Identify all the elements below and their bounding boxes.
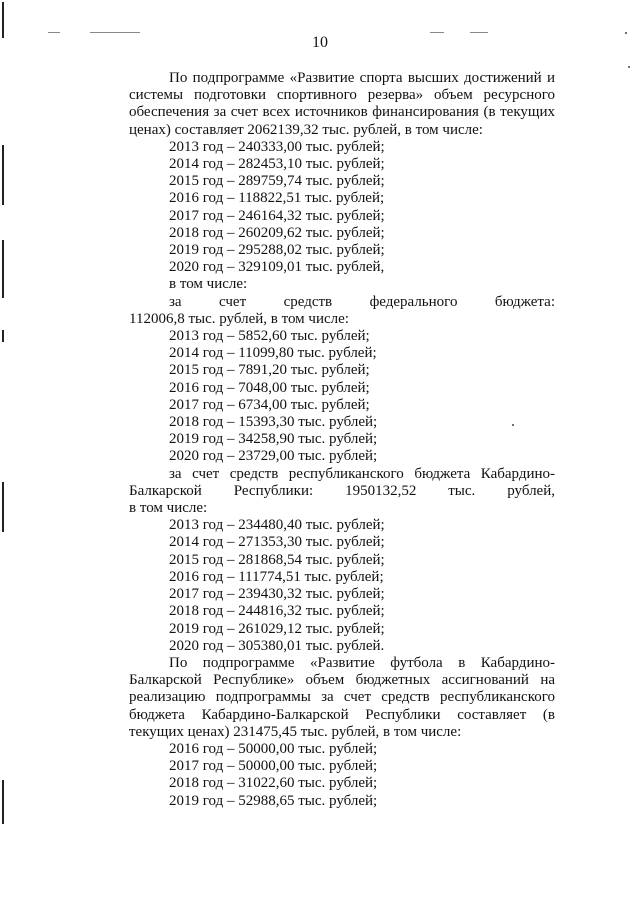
republic-budget-paragraph: за счет средств республиканского бюджета Кабардино-Балкарской Республики: 1950132,52 тыс. рублей,	[129, 465, 555, 499]
year-line: 2017 год – 246164,32 тыс. рублей;	[169, 207, 385, 224]
year-line: 2020 год – 23729,00 тыс. рублей;	[169, 448, 378, 465]
year-list-republic	[129, 517, 555, 655]
federal-budget-line: за счет средств федерального бюджета:	[169, 293, 555, 310]
year-line: 2017 год – 239430,32 тыс. рублей;	[169, 586, 385, 603]
year-list-federal	[129, 328, 555, 466]
year-list-total	[129, 139, 555, 277]
scan-edge-mark	[2, 780, 4, 824]
year-line: 2018 год – 15393,30 тыс. рублей;	[169, 414, 378, 431]
document-body	[129, 70, 555, 810]
year-line: 2014 год – 11099,80 тыс. рублей;	[169, 345, 377, 362]
year-line: 2019 год – 295288,02 тыс. рублей;	[169, 242, 385, 259]
scan-edge-mark	[2, 330, 4, 342]
republic-in-that-number: в том числе:	[129, 500, 208, 517]
year-line: 2020 год – 305380,01 тыс. рублей.	[169, 637, 385, 654]
year-line: 2013 год – 240333,00 тыс. рублей;	[169, 138, 385, 155]
year-line: 2015 год – 281868,54 тыс. рублей;	[169, 551, 385, 568]
year-line: 2020 год – 329109,01 тыс. рублей,	[169, 259, 385, 276]
scan-edge-mark	[2, 240, 4, 298]
in-that-number-label: в том числе:	[169, 276, 248, 293]
scan-dash	[90, 32, 140, 33]
year-line: 2013 год – 5852,60 тыс. рублей;	[169, 328, 370, 345]
year-line: 2018 год – 31022,60 тыс. рублей;	[169, 775, 378, 792]
year-line: 2014 год – 282453,10 тыс. рублей;	[169, 156, 385, 173]
scan-dash	[48, 32, 60, 33]
year-line: 2014 год – 271353,30 тыс. рублей;	[169, 534, 385, 551]
scan-edge-mark	[2, 482, 4, 532]
year-line: 2016 год – 118822,51 тыс. рублей;	[169, 190, 385, 207]
year-line: 2015 год – 289759,74 тыс. рублей;	[169, 173, 385, 190]
paragraph-football-subprogram: По подпрограмме «Развитие футбола в Кабардино-Балкарской Республике» объем бюджетных ассигнований на реализацию подпрограммы за счет средств республиканского бюджета Кабардино-Балкарской Республики составляет (в текущих ценах) 231475,45 тыс. рублей, в том числе:	[129, 654, 555, 740]
year-line: 2018 год – 244816,32 тыс. рублей;	[169, 603, 385, 620]
year-line: 2019 год – 261029,12 тыс. рублей;	[169, 620, 385, 637]
scan-edge-mark	[2, 145, 4, 205]
year-line: 2017 год – 50000,00 тыс. рублей;	[169, 758, 378, 775]
year-list-football	[129, 741, 555, 810]
year-line: 2018 год – 260209,62 тыс. рублей;	[169, 224, 385, 241]
federal-budget-amount: 112006,8 тыс. рублей, в том числе:	[129, 310, 349, 327]
year-line: 2016 год – 111774,51 тыс. рублей;	[169, 568, 384, 585]
scan-edge-mark	[2, 2, 4, 38]
year-line: 2019 год – 52988,65 тыс. рублей;	[169, 792, 378, 809]
year-line: 2013 год – 234480,40 тыс. рублей;	[169, 517, 385, 534]
scan-dash	[470, 32, 488, 33]
scan-dash	[430, 32, 444, 33]
scan-speck	[628, 66, 630, 68]
year-line: 2016 год – 7048,00 тыс. рублей;	[169, 379, 370, 396]
year-line: 2016 год – 50000,00 тыс. рублей;	[169, 740, 378, 757]
year-line: 2017 год – 6734,00 тыс. рублей;	[169, 396, 370, 413]
page-number: 10	[312, 34, 328, 51]
paragraph-sport-subprogram: По подпрограмме «Развитие спорта высших достижений и системы подготовки спортивного резерва» объем ресурсного обеспечения за счет всех источников финансирования (в текущих ценах) составляет 2062139,32 тыс. рублей, в том числе:	[129, 70, 555, 138]
year-line: 2015 год – 7891,20 тыс. рублей;	[169, 362, 370, 379]
year-line: 2019 год – 34258,90 тыс. рублей;	[169, 431, 378, 448]
